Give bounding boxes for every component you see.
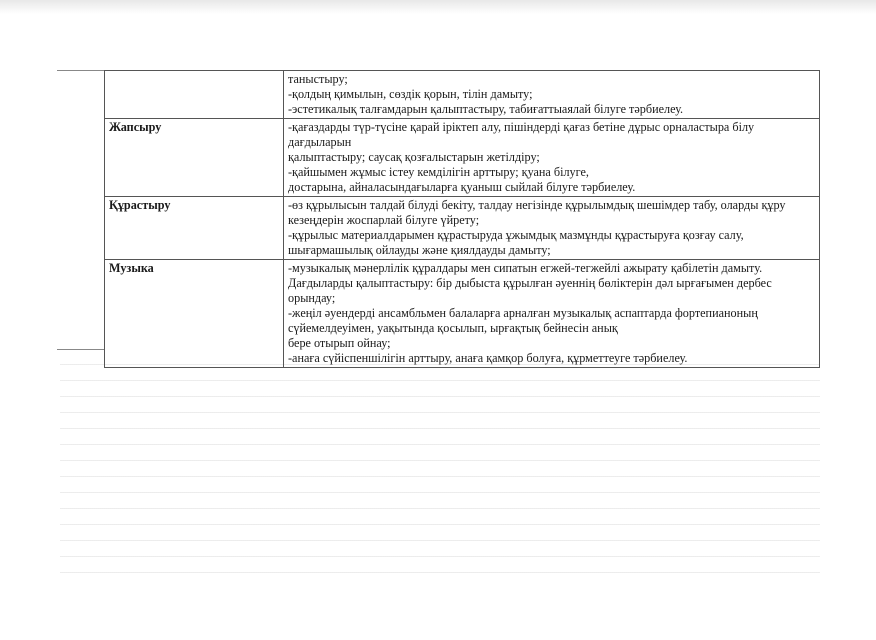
objective-line: -құрылыс материалдарымен құрастыруда ұжымдық мазмұнды құрастыруға қозғау салу, шығармашылық ойлауды және қиялдауды дамыту;: [288, 228, 744, 257]
objective-line: бере отырып ойнау;: [288, 336, 391, 350]
objectives-cell: [284, 71, 820, 119]
divider: [57, 349, 104, 350]
subject-cell: [105, 71, 284, 119]
bleed-through-text: [60, 355, 820, 585]
subject-cell: Музыка: [105, 260, 284, 368]
objective-line: -өз құрылысын талдай білуді бекіту, талдау негізінде құрылымдық шешімдер табу, оларды құру кезеңдерін жоспарлай білуге үйрету;: [288, 198, 786, 227]
curriculum-table: [104, 70, 820, 368]
table-row: [105, 197, 820, 260]
table-row: [105, 119, 820, 197]
objective-line: таныстыру;: [288, 72, 348, 86]
objective-line: -жеңіл әуендерді ансамбльмен балаларға арналған музыкалық аспаптарда фортепианоның сүйемелдеуімен, уақытында қосылып, ырғақтық бейнесін анық: [288, 306, 758, 335]
objectives-cell: [284, 197, 820, 260]
table-row: [105, 71, 820, 119]
divider: [57, 70, 104, 71]
objective-line: -эстетикалық талғамдарын қалыптастыру, табиғаттыаялай білуге тәрбиелеу.: [288, 102, 684, 116]
objective-line: -қайшымен жұмыс істеу кемділігін арттыру; қуана білуге,: [288, 165, 589, 179]
scan-edge: [0, 0, 876, 14]
objective-line: -қолдың қимылын, сөздік қорын, тілін дамыту;: [288, 87, 533, 101]
objective-line: достарына, айналасындағыларға қуаныш сыйлай білуге тәрбиелеу.: [288, 180, 636, 194]
subject-cell: Құрастыру: [105, 197, 284, 260]
objective-line: -анаға сүйіспеншілігін арттыру, анаға қамқор болуға, құрметтеуге тәрбиелеу.: [288, 351, 688, 365]
table-row: [105, 260, 820, 368]
objective-line: қалыптастыру; саусақ қозғалыстарын жетілдіру;: [288, 150, 540, 164]
objective-line: -қағаздарды түр-түсіне қарай іріктеп алу, пішіндерді қағаз бетіне дұрыс орналастыра білу дағдыларын: [288, 120, 755, 149]
objectives-cell: [284, 119, 820, 197]
objective-line: -музыкалық мәнерлілік құралдары мен сипатын егжей-тегжейлі ажырату қабілетін дамыту.: [288, 261, 763, 275]
objectives-cell: [284, 260, 820, 368]
subject-cell: Жапсыру: [105, 119, 284, 197]
objective-line: Дағдыларды қалыптастыру: бір дыбыста құрылған әуеннің бөліктерін дәл ырғағымен дербес орындау;: [288, 276, 772, 305]
